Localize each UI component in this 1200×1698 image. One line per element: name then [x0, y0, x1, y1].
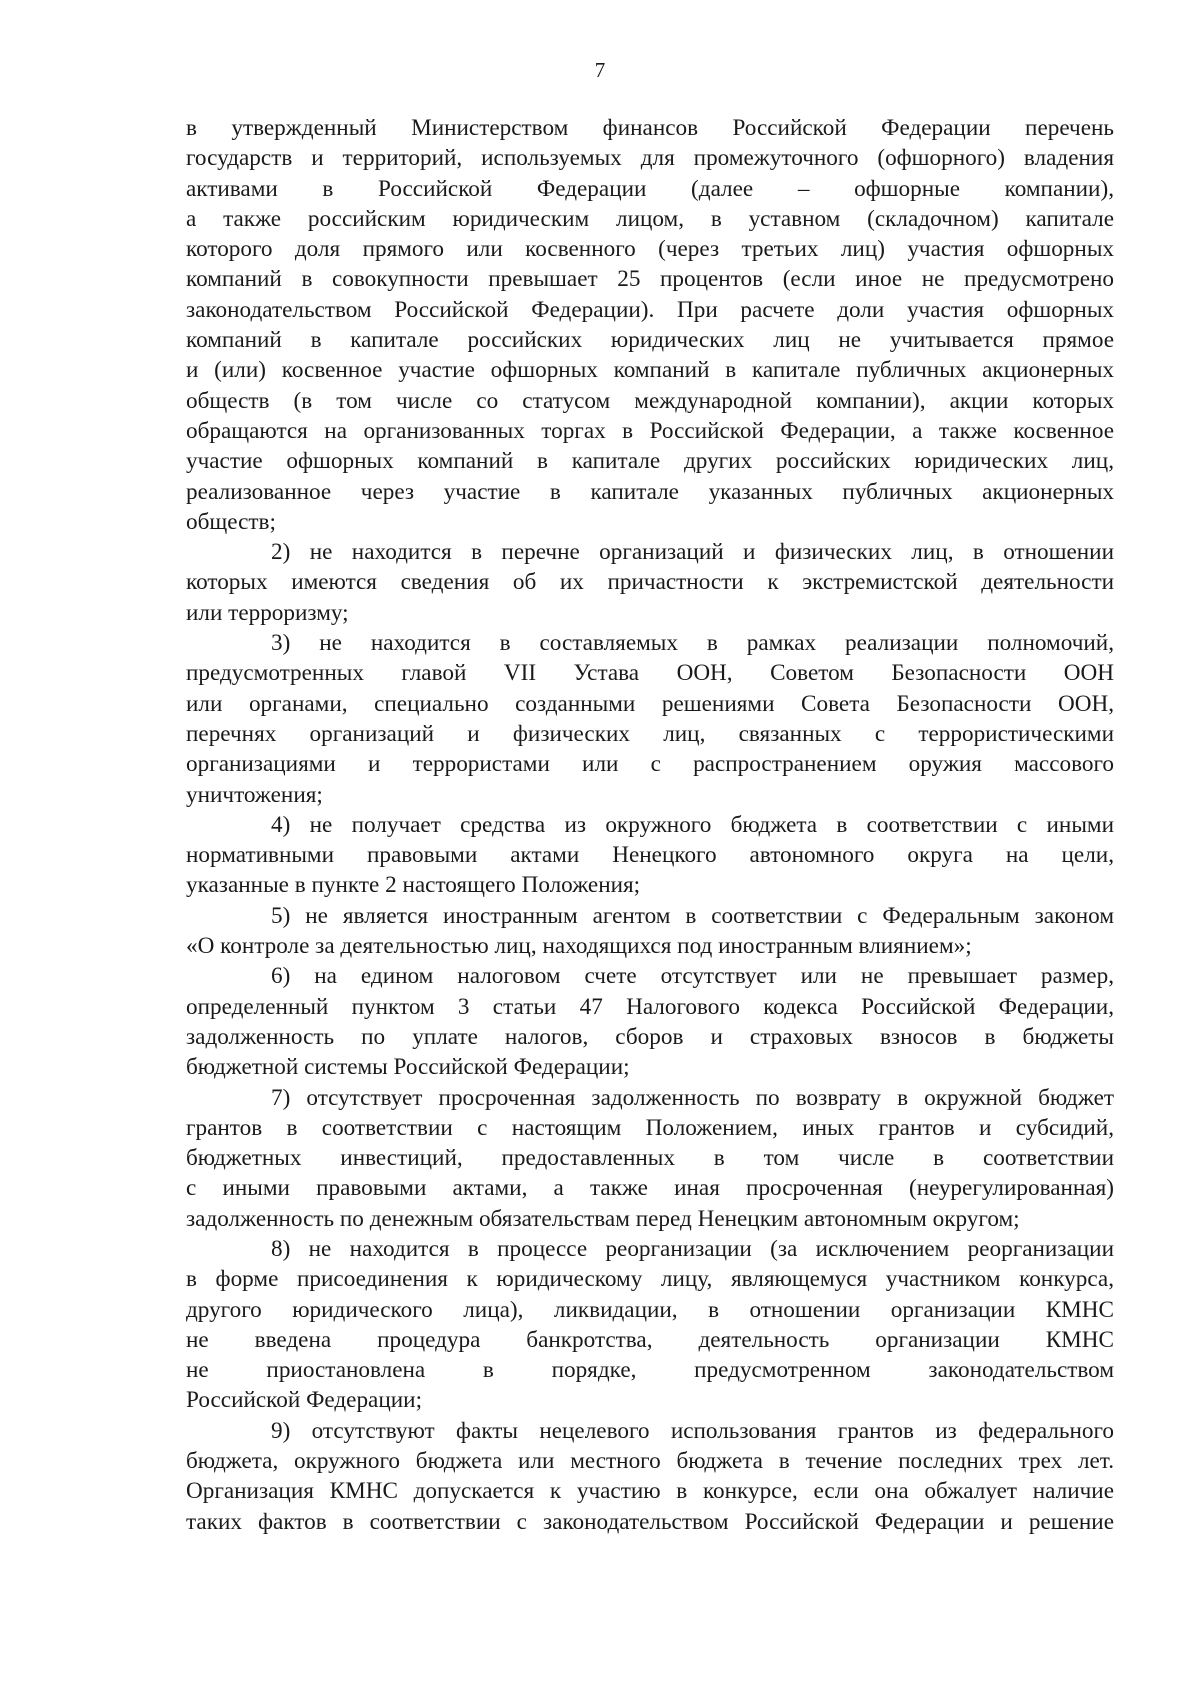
list-item-2	[186, 537, 1114, 628]
text-line: которых имеются сведения об их причастности к экстремистской деятельности	[186, 569, 1114, 596]
text-line: которого доля прямого или косвенного (через третьих лиц) участия офшорных	[186, 236, 1114, 263]
list-item-4	[186, 810, 1114, 901]
text-line: указанные в пункте 2 настоящего Положения;	[186, 872, 641, 899]
text-line: или органами, специально созданными решениями Совета Безопасности ООН,	[186, 690, 1114, 717]
text-line: участие офшорных компаний в капитале других российских юридических лиц,	[186, 448, 1114, 475]
text-line: бюджета, окружного бюджета или местного бюджета в течение последних трех лет.	[186, 1448, 1114, 1475]
text-line: Организация КМНС допускается к участию в конкурсе, если она обжалует наличие	[186, 1478, 1114, 1505]
list-item-9	[186, 1416, 1114, 1537]
text-line: или терроризму;	[186, 599, 349, 626]
text-line: не приостановлена в порядке, предусмотренном законодательством	[186, 1357, 1114, 1384]
text-line: а также российским юридическим лицом, в уставном (складочном) капитале	[186, 205, 1114, 232]
text-line: с иными правовыми актами, а также иная просроченная (неурегулированная)	[186, 1175, 1114, 1202]
text-line: 7) отсутствует просроченная задолженность по возврату в окружной бюджет	[271, 1084, 1114, 1111]
page-number: 7	[594, 58, 606, 82]
text-line: 6) на едином налоговом счете отсутствует или не превышает размер,	[271, 963, 1114, 990]
text-line: Российской Федерации;	[186, 1387, 423, 1414]
text-line: организациями и террористами или с распространением оружия массового	[186, 751, 1114, 778]
list-item-8	[186, 1234, 1114, 1416]
text-line: уничтожения;	[186, 781, 323, 808]
text-line: 3) не находится в составляемых в рамках реализации полномочий,	[271, 630, 1114, 657]
text-line: компаний в совокупности превышает 25 процентов (если иное не предусмотрено	[186, 266, 1114, 293]
text-line: не введена процедура банкротства, деятельность организации КМНС	[186, 1326, 1114, 1353]
text-line: задолженность по уплате налогов, сборов и страховых взносов в бюджеты	[186, 1023, 1114, 1050]
text-line: государств и территорий, используемых для промежуточного (офшорного) владения	[186, 145, 1114, 172]
text-line: и (или) косвенное участие офшорных компаний в капитале публичных акционерных	[186, 357, 1114, 384]
text-line: другого юридического лица), ликвидации, в отношении организации КМНС	[186, 1296, 1114, 1323]
text-line: нормативными правовыми актами Ненецкого автономного округа на цели,	[186, 842, 1114, 869]
text-line: таких фактов в соответствии с законодательством Российской Федерации и решение	[186, 1508, 1114, 1535]
text-line: обществ (в том числе со статусом международной компании), акции которых	[186, 387, 1114, 414]
text-line: 4) не получает средства из окружного бюджета в соответствии с иными	[271, 811, 1114, 838]
text-line: 9) отсутствуют факты нецелевого использования грантов из федерального	[271, 1417, 1114, 1444]
text-line: задолженность по денежным обязательствам перед Ненецким автономным округом;	[186, 1205, 1020, 1232]
text-line: активами в Российской Федерации (далее – офшорные компании),	[186, 175, 1114, 202]
text-line: перечнях организаций и физических лиц, связанных с террористическими	[186, 720, 1114, 747]
text-line: бюджетной системы Российской Федерации;	[186, 1054, 630, 1081]
document-body	[186, 113, 1114, 1537]
text-line: законодательством Российской Федерации). При расчете доли участия офшорных	[186, 296, 1114, 323]
text-line: «О контроле за деятельностью лиц, находящихся под иностранным влиянием»;	[186, 933, 972, 960]
text-line: 5) не является иностранным агентом в соответствии с Федеральным законом	[271, 902, 1114, 929]
text-line: реализованное через участие в капитале указанных публичных акционерных	[186, 478, 1114, 505]
text-line: в форме присоединения к юридическому лицу, являющемуся участником конкурса,	[186, 1266, 1114, 1293]
list-item-5	[186, 901, 1114, 962]
list-item-7	[186, 1083, 1114, 1234]
text-line: грантов в соответствии с настоящим Положением, иных грантов и субсидий,	[186, 1114, 1114, 1141]
paragraph-continuation	[186, 113, 1114, 537]
text-line: компаний в капитале российских юридических лиц не учитывается прямое	[186, 327, 1114, 354]
list-item-3	[186, 628, 1114, 810]
text-line: в утвержденный Министерством финансов Российской Федерации перечень	[186, 115, 1114, 141]
text-line: бюджетных инвестиций, предоставленных в том числе в соответствии	[186, 1145, 1114, 1172]
text-line: обращаются на организованных торгах в Российской Федерации, а также косвенное	[186, 417, 1114, 444]
text-line: обществ;	[186, 508, 276, 535]
text-line: определенный пунктом 3 статьи 47 Налогового кодекса Российской Федерации,	[186, 993, 1114, 1020]
text-line: 8) не находится в процессе реорганизации (за исключением реорганизации	[271, 1235, 1114, 1262]
list-item-6	[186, 961, 1114, 1082]
text-line: 2) не находится в перечне организаций и физических лиц, в отношении	[271, 539, 1114, 566]
text-line: предусмотренных главой VII Устава ООН, Советом Безопасности ООН	[186, 660, 1114, 687]
